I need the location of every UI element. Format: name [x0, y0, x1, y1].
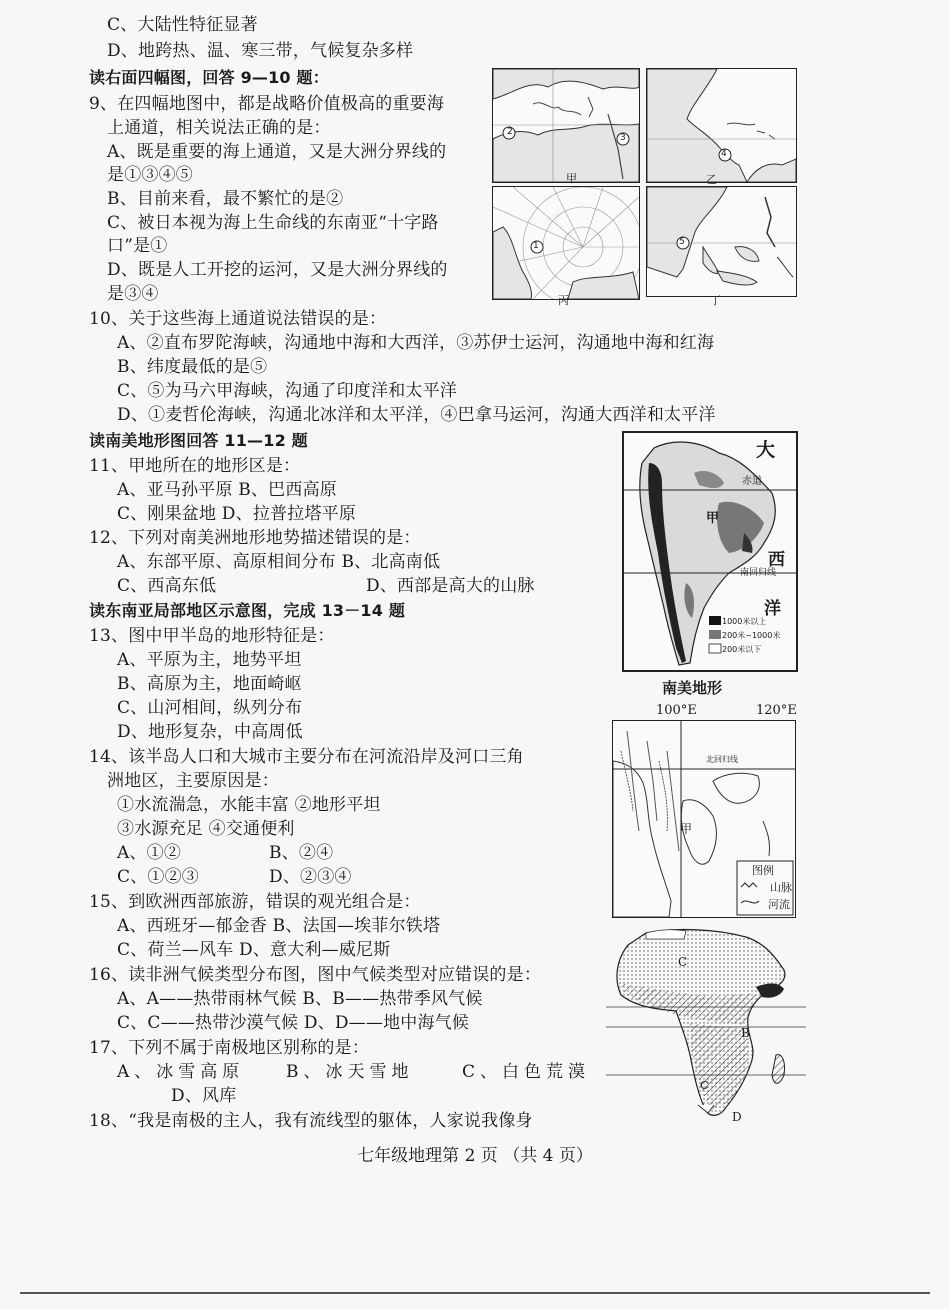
- q10-stem: 10、关于这些海上通道说法错误的是：: [89, 309, 387, 329]
- map-yi-panama: [646, 68, 797, 183]
- q9-option-b: B、目前来看，最不繁忙的是②: [107, 189, 344, 209]
- q11-options-ab: A、亚马孙平原 B、巴西高原: [117, 480, 337, 500]
- q13-option-b: B、高原为主，地面崎岖: [117, 674, 302, 694]
- sa-map-caption: 南美地形: [662, 679, 723, 697]
- q9-option-a: A、既是重要的海上通道，又是大洲分界线的: [107, 142, 447, 162]
- q12-option-d: D、西部是高大的山脉: [366, 576, 535, 596]
- sa-label-yang: 洋: [764, 599, 781, 619]
- q16-options-ab: A、A——热带雨林气候 B、B——热带季风气候: [117, 989, 483, 1009]
- sea-tropic-label: 北回归线: [706, 755, 738, 764]
- sa-legend-high: 1000米以上: [722, 617, 767, 626]
- q15-options-cd: C、荷兰—风车 D、意大利—威尼斯: [117, 940, 391, 960]
- q17-option-d: D、风库: [171, 1086, 237, 1106]
- q14-option-b: B、②④: [269, 843, 334, 863]
- sa-equator-label: 赤道: [742, 476, 762, 487]
- q9-option-c-cont: 口”是①: [107, 236, 168, 256]
- q10-option-b: B、纬度最低的是⑤: [117, 357, 268, 377]
- q18-stem: 18、“我是南极的主人，我有流线型的躯体，人家说我像身: [89, 1111, 533, 1131]
- q14-stem: 14、该半岛人口和大城市主要分布在河流沿岸及河口三角: [89, 747, 524, 767]
- sea-label-jia: 甲: [680, 822, 693, 836]
- q16-stem: 16、读非洲气候类型分布图，图中气候类型对应错误的是：: [89, 965, 542, 985]
- sea-legend-river: 河流: [768, 898, 790, 911]
- section-heading-11-12: 读南美地形图回答 11—12 题: [89, 431, 308, 450]
- strait-label-4: 4: [721, 149, 727, 159]
- map-ding-malacca: [646, 186, 797, 297]
- strait-label-1: 1: [533, 241, 539, 251]
- africa-label-d: D: [732, 1110, 742, 1124]
- map-bing-magellan: [492, 186, 640, 300]
- q13-option-a: A、平原为主，地势平坦: [117, 650, 302, 670]
- q16-options-cd: C、C——热带沙漠气候 D、D——地中海气候: [117, 1013, 470, 1033]
- q9-stem: 9、在四幅地图中，都是战略价值极高的重要海: [89, 94, 445, 114]
- q11-options-cd: C、刚果盆地 D、拉普拉塔平原: [117, 504, 357, 524]
- q9-option-d-cont: 是③④: [107, 284, 159, 304]
- q14-option-a: A、①②: [117, 843, 182, 863]
- q9-option-c: C、被日本视为海上生命线的东南亚“十字路: [107, 213, 439, 233]
- sea-lon-100: 100°E: [656, 703, 697, 718]
- q12-options-ab: A、东部平原、高原相间分布 B、北高南低: [117, 552, 441, 572]
- section-heading-13-14: 读东南亚局部地区示意图，完成 13－14 题: [89, 601, 406, 620]
- africa-label-c-top: C: [678, 955, 688, 969]
- sa-tropic-label: 南回归线: [740, 568, 777, 578]
- q12-option-c: C、西高东低: [117, 576, 217, 596]
- q10-option-a: A、②直布罗陀海峡，沟通地中海和大西洋，③苏伊士运河，沟通地中海和红海: [117, 333, 715, 353]
- q17-option-b: B、冰天雪地: [286, 1062, 414, 1082]
- sa-label-xi: 西: [768, 550, 785, 570]
- sea-lon-120: 120°E: [756, 703, 797, 718]
- q14-stem-cont: 洲地区，主要原因是：: [107, 771, 279, 791]
- q14-statements-34: ③水源充足 ④交通便利: [117, 819, 295, 839]
- sa-legend-low: 200米以下: [722, 645, 762, 654]
- q13-option-c: C、山河相间，纵列分布: [117, 698, 303, 718]
- q9-option-a-cont: 是①③④⑤: [107, 165, 193, 185]
- q9-option-d: D、既是人工开挖的运河，又是大洲分界线的: [107, 260, 448, 280]
- africa-label-c-bottom: C: [700, 1079, 709, 1092]
- map-caption-yi: 乙: [706, 173, 717, 186]
- q17-option-c: C、白色荒漠: [462, 1062, 591, 1082]
- map-caption-ding: 丁: [710, 294, 721, 307]
- q12-stem: 12、下列对南美洲地形地势描述错误的是：: [89, 528, 421, 548]
- bottom-rule: [20, 1292, 930, 1294]
- q15-options-ab: A、西班牙—郁金香 B、法国—埃菲尔铁塔: [117, 916, 441, 936]
- map-africa-climate: [606, 925, 806, 1125]
- map-caption-jia: 甲: [566, 172, 577, 185]
- sa-label-jia: 甲: [706, 511, 720, 526]
- q8-option-c: C、大陆性特征显著: [107, 15, 258, 35]
- q10-option-d: D、①麦哲伦海峡，沟通北冰洋和太平洋，④巴拿马运河，沟通大西洋和太平洋: [117, 405, 716, 425]
- section-heading-9-10: 读右面四幅图，回答 9—10 题：: [89, 68, 329, 87]
- q8-option-d: D、地跨热、温、寒三带，气候复杂多样: [107, 41, 414, 61]
- q13-option-d: D、地形复杂，中高周低: [117, 722, 303, 742]
- sa-legend-mid: 200米~1000米: [722, 631, 781, 640]
- page-footer: 七年级地理第 2 页 （共 4 页）: [357, 1146, 593, 1166]
- q17-stem: 17、下列不属于南极地区别称的是：: [89, 1038, 370, 1058]
- q14-option-d: D、②③④: [269, 867, 352, 887]
- map-jia-mediterranean: [492, 68, 640, 183]
- map-caption-bing: 丙: [558, 294, 569, 307]
- q17-option-a: A、冰雪高原: [117, 1062, 245, 1082]
- q13-stem: 13、图中甲半岛的地形特征是：: [89, 626, 335, 646]
- africa-label-b: B: [741, 1026, 750, 1040]
- sea-legend-mountain: 山脉: [770, 881, 792, 894]
- map-southeast-asia: [612, 720, 796, 918]
- q9-stem-cont: 上通道，相关说法正确的是：: [107, 118, 331, 138]
- q11-stem: 11、甲地所在的地形区是：: [89, 456, 301, 476]
- q14-option-c: C、①②③: [117, 867, 200, 887]
- strait-label-5: 5: [679, 237, 685, 247]
- q10-option-c: C、⑤为马六甲海峡，沟通了印度洋和太平洋: [117, 381, 458, 401]
- q15-stem: 15、到欧洲西部旅游，错误的观光组合是：: [89, 892, 421, 912]
- sa-label-da: 大: [756, 439, 776, 461]
- strait-label-3: 3: [620, 133, 626, 143]
- sea-legend-title: 图例: [752, 864, 774, 877]
- q14-statements-12: ①水流湍急，水能丰富 ②地形平坦: [117, 795, 381, 815]
- strait-label-2: 2: [507, 127, 513, 137]
